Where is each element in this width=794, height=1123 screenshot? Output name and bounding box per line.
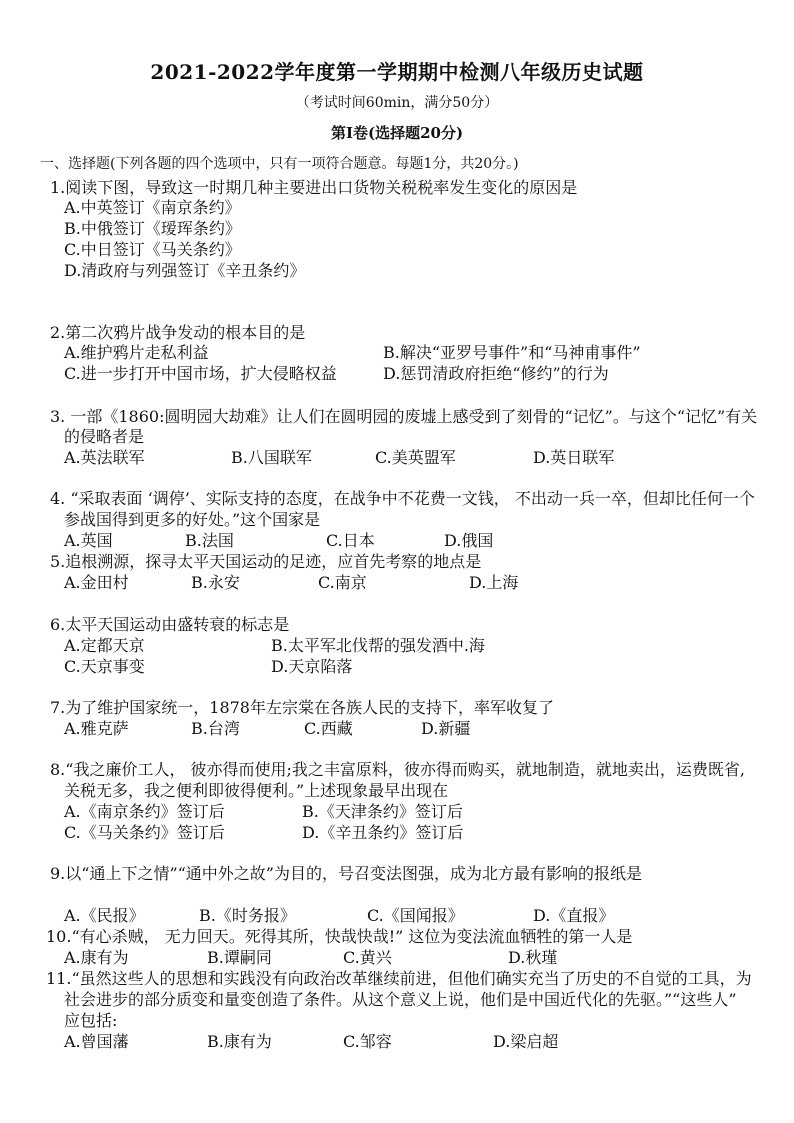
question-5-option-b: B.永安 xyxy=(191,573,240,592)
question-8-option-b: B.《天津条约》签订后 xyxy=(302,802,463,821)
question-6-option-b: B.太平军北伐帮的强发酒中.海 xyxy=(271,636,485,655)
question-10-option-a: A.康有为 xyxy=(64,948,129,967)
question-7-option-b: B.台湾 xyxy=(191,719,240,738)
question-4-stem-line-2: 参战国得到更多的好处。”这个国家是 xyxy=(64,510,321,529)
instructions: 一、选择题(下列各题的四个选项中，只有一项符合题意。每题1分，共20分。) xyxy=(40,156,519,172)
question-11-stem-line-3: 应包括: xyxy=(64,1011,118,1030)
question-1-stem: 1.阅读下图，导致这一时期几种主要进出口货物关税税率发生变化的原因是 xyxy=(50,178,578,197)
question-11-option-a: A.曾国藩 xyxy=(64,1032,129,1051)
question-8-stem-line-1: 8.“我之廉价工人， 彼亦得而使用;我之丰富原料，彼亦得而购买，就地制造，就地卖出，运费既省, xyxy=(50,760,746,779)
question-1-option-c: C.中日签订《马关条约》 xyxy=(64,240,241,259)
question-1-option-b: B.中俄签订《瑷珲条约》 xyxy=(64,219,241,238)
exam-title: 2021-2022学年度第一学期期中检测八年级历史试题 xyxy=(150,60,644,84)
question-9-option-d: D.《直报》 xyxy=(533,906,615,925)
question-6-stem: 6.太平天国运动由盛转衰的标志是 xyxy=(50,615,290,634)
question-3-stem-line-2: 的侵略者是 xyxy=(64,427,145,446)
question-2-option-d: D.惩罚清政府拒绝“修约”的行为 xyxy=(383,364,609,383)
question-9-stem: 9.以“通上下之情”“通中外之故”为目的，号召变法图强，成为北方最有影响的报纸是 xyxy=(50,864,642,883)
question-11-option-c: C.邹容 xyxy=(343,1032,392,1051)
question-7-option-c: C.西藏 xyxy=(304,719,353,738)
question-4-option-a: A.英国 xyxy=(64,531,113,550)
question-6-option-d: D.天京陷落 xyxy=(271,657,353,676)
question-10-option-c: C.黄兴 xyxy=(343,948,392,967)
question-4-option-d: D.俄国 xyxy=(444,531,494,550)
question-1-option-a: A.中英签订《南京条约》 xyxy=(64,198,241,217)
exam-subtitle: （考试时间60min，满分50分） xyxy=(295,95,499,111)
question-3-option-c: C.美英盟军 xyxy=(375,448,456,467)
question-2-option-c: C.进一步打开中国市场，扩大侵略权益 xyxy=(64,364,337,383)
section-heading: 第Ⅰ卷(选择题20分) xyxy=(330,124,464,142)
question-10-option-d: D.秋瑾 xyxy=(508,948,558,967)
question-5-option-c: C.南京 xyxy=(318,573,367,592)
question-8-option-d: D.《辛丑条约》签订后 xyxy=(302,823,464,842)
question-2-option-a: A.维护鸦片走私利益 xyxy=(64,343,209,362)
question-11-stem-line-1: 11.“虽然这些人的思想和实践没有向政治改革继续前进，但他们确实充当了历史的不自觉的工具，为 xyxy=(46,969,752,988)
question-9-option-a: A.《民报》 xyxy=(64,906,145,925)
question-8-option-a: A.《南京条约》签订后 xyxy=(64,802,225,821)
question-3-option-a: A.英法联军 xyxy=(64,448,145,467)
question-4-option-c: C.日本 xyxy=(326,531,375,550)
question-7-option-a: A.雅克萨 xyxy=(64,719,129,738)
question-9-option-b: B.《时务报》 xyxy=(199,906,296,925)
question-7-option-d: D.新疆 xyxy=(421,719,471,738)
question-3-option-d: D.英日联军 xyxy=(533,448,615,467)
question-8-stem-line-2: 关税无多，我之便利即彼得便利。”上述现象最早出现在 xyxy=(64,781,449,800)
question-9-option-c: C.《国闻报》 xyxy=(367,906,464,925)
question-6-option-c: C.天京事变 xyxy=(64,657,145,676)
question-1-option-d: D.清政府与列强签订《辛丑条约》 xyxy=(64,261,306,280)
question-7-stem: 7.为了维护国家统一，1878年左宗棠在各族人民的支持下，率军收复了 xyxy=(50,698,554,717)
question-2-option-b: B.解决“亚罗号事件”和“马神甫事件” xyxy=(383,343,641,362)
question-11-option-d: D.梁启超 xyxy=(493,1032,559,1051)
question-5-option-d: D.上海 xyxy=(469,573,519,592)
question-5-stem: 5.追根溯源，探寻太平天国运动的足迹，应首先考察的地点是 xyxy=(50,552,482,571)
question-3-stem-line-1: 3. 一部《1860:圆明园大劫难》让人们在圆明园的废墟上感受到了刻骨的“记忆”。与这个“记忆”有关 xyxy=(50,407,758,426)
question-6-option-a: A.定都天京 xyxy=(64,636,145,655)
question-8-option-c: C.《马关条约》签订后 xyxy=(64,823,225,842)
question-4-option-b: B.法国 xyxy=(185,531,234,550)
question-10-stem: 10.“有心杀贼， 无力回天。死得其所，快哉快哉!” 这位为变法流血牺牲的第一人是 xyxy=(46,927,633,946)
question-2-stem: 2.第二次鸦片战争发动的根本目的是 xyxy=(50,323,306,342)
question-5-option-a: A.金田村 xyxy=(64,573,129,592)
question-11-option-b: B.康有为 xyxy=(207,1032,272,1051)
question-3-option-b: B.八国联军 xyxy=(231,448,312,467)
question-4-stem-line-1: 4. “采取表面 ‘调停’、实际支持的态度，在战争中不花费一文钱， 不出动一兵一卒，但却比任何一个 xyxy=(50,489,755,508)
question-11-stem-line-2: 社会进步的部分质变和量变创造了条件。从这个意义上说，他们是中国近代化的先驱。”“这些人” xyxy=(64,990,737,1009)
question-10-option-b: B.谭嗣同 xyxy=(207,948,272,967)
